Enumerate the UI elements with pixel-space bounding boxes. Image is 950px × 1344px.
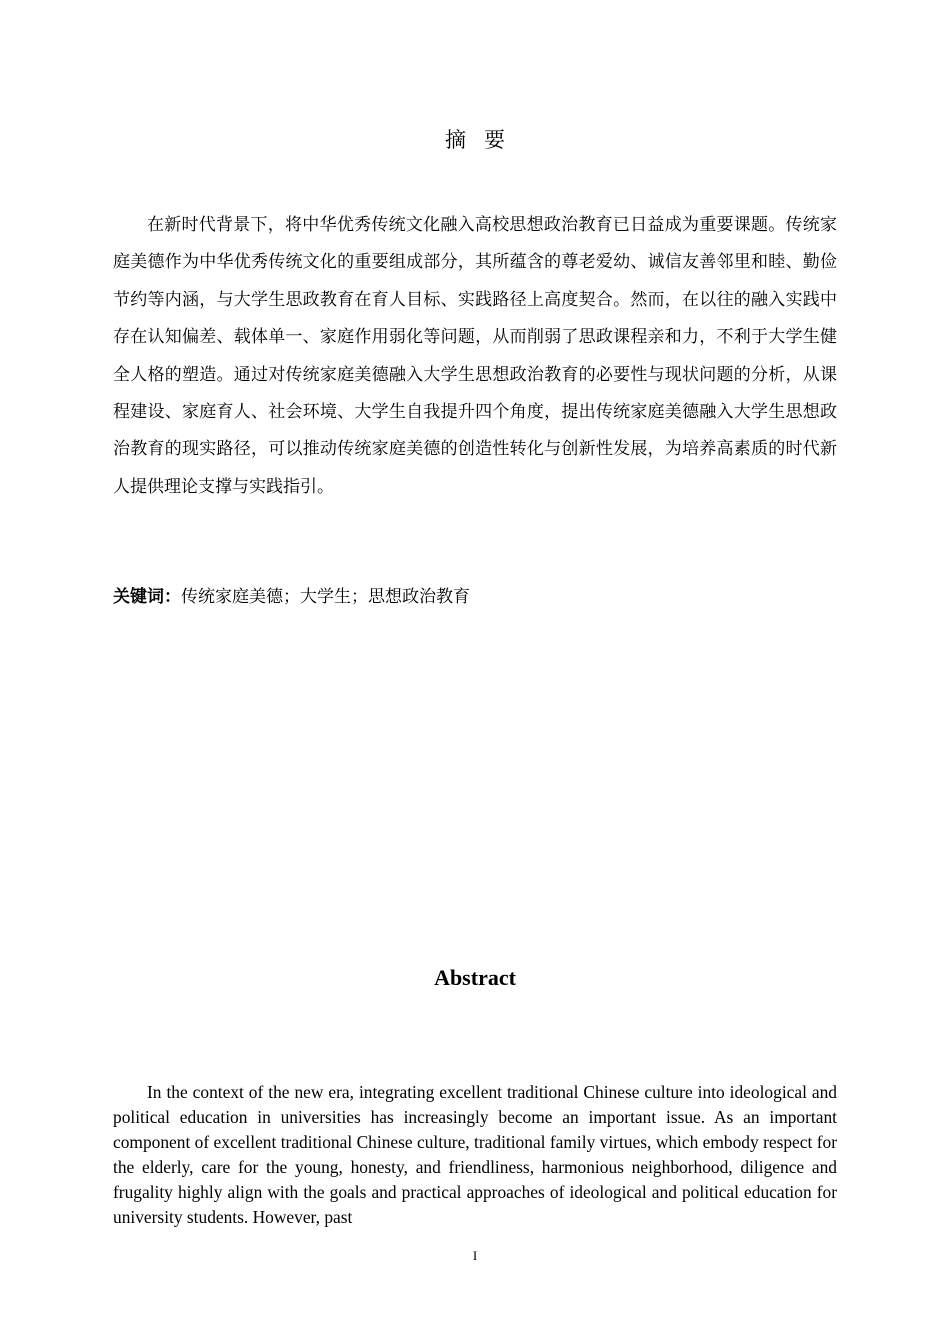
abstract-zh-paragraph: 在新时代背景下，将中华优秀传统文化融入高校思想政治教育已日益成为重要课题。传统家庭美德作为中华优秀传统文化的重要组成部分，其所蕴含的尊老爱幼、诚信友善邻里和睦、勤俭节约等内涵，与大学生思政教育在育人目标、实践路径上高度契合。然而，在以往的融入实践中存在认知偏差、载体单一、家庭作用弱化等问题，从而削弱了思政课程亲和力，不利于大学生健全人格的塑造。通过对传统家庭美德融入大学生思想政治教育的必要性与现状问题的分析，从课程建设、家庭育人、社会环境、大学生自我提升四个角度，提出传统家庭美德融入大学生思想政治教育的现实路径，可以推动传统家庭美德的创造性转化与创新性发展，为培养高素质的时代新人提供理论支撑与实践指引。	[113, 215, 837, 497]
keywords-value: 传统家庭美德；大学生；思想政治教育	[181, 587, 470, 607]
keywords-label: 关键词：	[113, 587, 181, 607]
abstract-zh-title: 摘要	[445, 128, 523, 152]
abstract-en-paragraph: In the context of the new era, integrating excellent traditional Chinese culture into ideological and political education in universities has increasingly become an important issue. As an important component of excellent traditional Chinese culture, traditional family virtues, which embody respect for the elderly, care for the young, honesty, and friendliness, harmonious neighborhood, diligence and frugality highly align with the goals and practical approaches of ideological and political education for university students. However, past	[113, 1082, 837, 1227]
page-number: I	[472, 1248, 478, 1263]
keywords-line	[113, 584, 837, 610]
abstract-en-body	[113, 1080, 837, 1230]
abstract-zh-body	[113, 207, 837, 506]
abstract-en-title: Abstract	[434, 965, 516, 990]
